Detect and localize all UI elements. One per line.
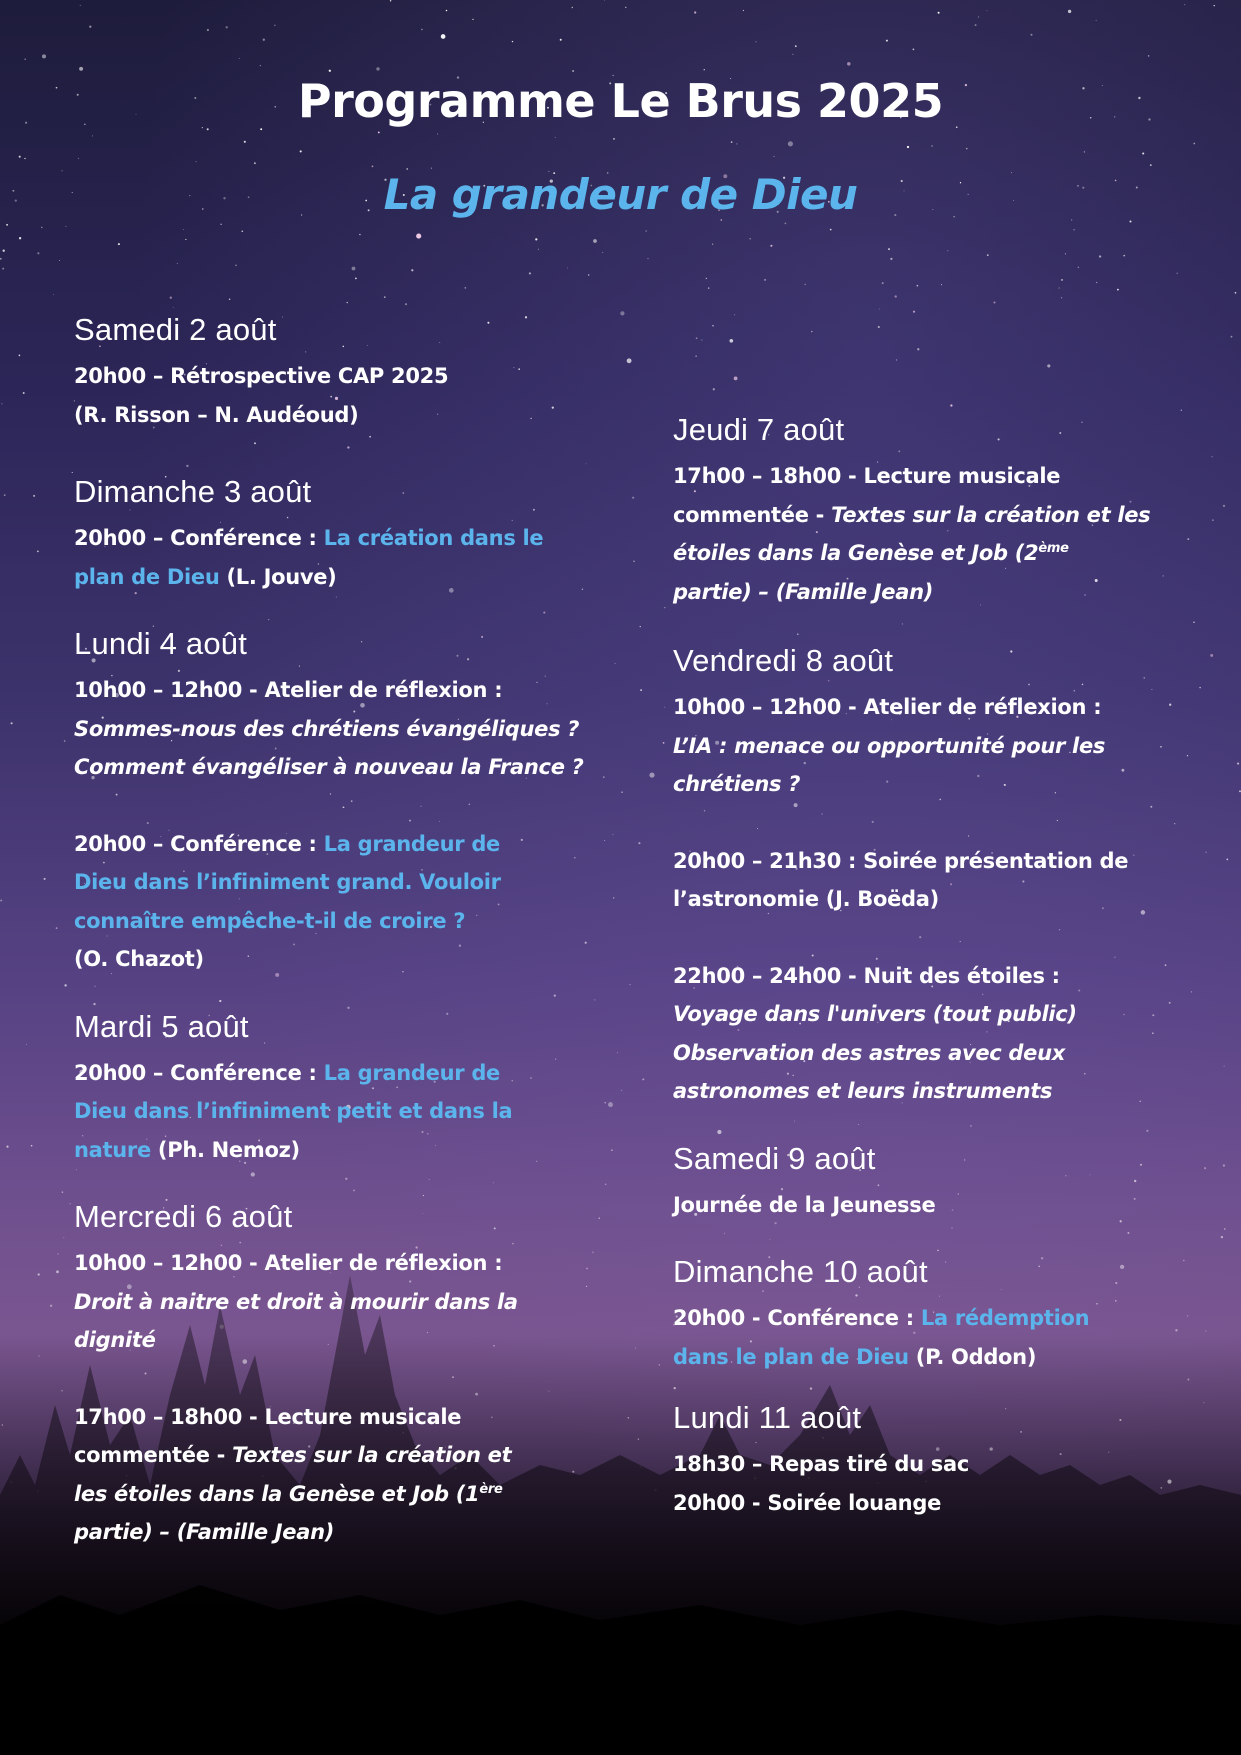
day-title: Lundi 11 août xyxy=(673,1400,862,1435)
speaker: (P. Oddon) xyxy=(908,1344,1037,1369)
event-line: 18h30 – Repas tiré du sac xyxy=(673,1452,970,1476)
page-subtitle: La grandeur de Dieu xyxy=(383,170,858,219)
event-prefix: 20h00 - Conférence : xyxy=(673,1306,921,1330)
day-sunday-3 xyxy=(74,474,634,596)
conference-topic: plan de Dieu xyxy=(74,564,220,589)
day-thursday-7 xyxy=(673,412,1203,611)
event-line xyxy=(74,519,634,558)
day-sunday-10 xyxy=(673,1254,1203,1376)
event-line: l’astronomie (J. Boëda) xyxy=(673,887,939,911)
event-line: 17h00 – 18h00 - Lecture musicale xyxy=(673,464,1061,488)
event-line: 10h00 – 12h00 - Atelier de réflexion : xyxy=(74,678,503,702)
day-title: Jeudi 7 août xyxy=(673,412,845,447)
event-line: Voyage dans l'univers (tout public) xyxy=(673,1002,1077,1026)
conference-topic: Dieu dans l’infiniment grand. Vouloir xyxy=(74,870,501,894)
day-title: Samedi 9 août xyxy=(673,1140,876,1176)
event-prefix: 20h00 – Conférence : xyxy=(74,1060,324,1085)
spacer xyxy=(673,804,1203,842)
event-line: (R. Risson – N. Audéoud) xyxy=(74,402,359,427)
day-title: Lundi 4 août xyxy=(74,626,248,661)
event-line: 22h00 – 24h00 - Nuit des étoiles : xyxy=(673,963,1060,988)
event-description: Textes sur la création et xyxy=(232,1443,512,1467)
day-wednesday-6 xyxy=(74,1199,634,1552)
day-monday-11 xyxy=(673,1400,1203,1522)
spacer xyxy=(74,787,634,825)
conference-topic: La rédemption xyxy=(920,1306,1090,1330)
conference-topic: La grandeur de xyxy=(323,1060,500,1085)
event-line xyxy=(673,496,1203,535)
day-title: Samedi 2 août xyxy=(74,312,277,347)
event-line: partie) – (Famille Jean) xyxy=(673,579,934,604)
event-line xyxy=(673,534,1203,573)
right-column xyxy=(673,412,1203,1530)
speaker: (Ph. Nemoz) xyxy=(150,1137,300,1162)
day-title: Mardi 5 août xyxy=(74,1008,249,1044)
conference-topic: dans le plan de Dieu xyxy=(673,1344,909,1369)
speaker: (O. Chazot) xyxy=(74,947,204,971)
event-line: L’IA : menace ou opportunité pour les xyxy=(673,733,1106,758)
event-line: Droit à naitre et droit à mourir dans la xyxy=(74,1289,518,1314)
event-line xyxy=(74,558,634,597)
event-line: 20h00 – Rétrospective CAP 2025 xyxy=(74,364,449,388)
page-title: Programme Le Brus 2025 xyxy=(297,74,944,128)
event-description: étoiles dans la Genèse et Job (2 xyxy=(673,541,1039,565)
day-saturday-9 xyxy=(673,1141,1203,1225)
event-line: 10h00 – 12h00 - Atelier de réflexion : xyxy=(74,1251,503,1275)
event-line xyxy=(673,1299,1203,1338)
event-prefix: 20h00 – Conférence : xyxy=(74,831,324,856)
day-title: Mercredi 6 août xyxy=(74,1199,293,1234)
conference-topic: La création dans le xyxy=(323,526,544,550)
event-line: partie) – (Famille Jean) xyxy=(74,1520,335,1544)
event-line: dignité xyxy=(74,1328,156,1352)
conference-topic: Dieu dans l’infiniment petit et dans la xyxy=(74,1099,513,1123)
event-line: Observation des astres avec deux xyxy=(673,1040,1066,1065)
event-description: Textes sur la création et les xyxy=(831,502,1151,527)
event-line: 10h00 – 12h00 - Atelier de réflexion : xyxy=(673,695,1102,719)
spacer xyxy=(673,919,1203,957)
event-line: 17h00 – 18h00 - Lecture musicale xyxy=(74,1404,462,1429)
event-line: Journée de la Jeunesse xyxy=(673,1192,936,1217)
conference-topic: La grandeur de xyxy=(323,831,500,856)
event-line: chrétiens ? xyxy=(673,772,801,796)
event-line: Comment évangéliser à nouveau la France ? xyxy=(74,755,584,779)
event-line xyxy=(74,825,634,864)
day-tuesday-5 xyxy=(74,1009,634,1170)
day-monday-4 xyxy=(74,626,634,979)
event-line xyxy=(74,1436,634,1475)
event-line xyxy=(673,1338,1203,1377)
event-line: astronomes et leurs instruments xyxy=(673,1079,1053,1103)
event-description: les étoiles dans la Genèse et Job (1 xyxy=(74,1481,480,1506)
speaker: (L. Jouve) xyxy=(219,564,337,589)
event-line: Sommes-nous des chrétiens évangéliques ? xyxy=(74,716,580,741)
event-line xyxy=(74,1131,634,1170)
event-line xyxy=(74,1054,634,1093)
day-saturday-2 xyxy=(74,312,634,434)
event-line xyxy=(74,1475,634,1514)
left-column xyxy=(74,312,634,1560)
event-prefix: commentée - xyxy=(673,502,832,527)
event-prefix: 20h00 – Conférence : xyxy=(74,526,324,550)
conference-topic: connaître empêche-t-il de croire ? xyxy=(74,908,466,933)
day-title: Vendredi 8 août xyxy=(673,643,894,678)
day-friday-8 xyxy=(673,643,1203,1111)
superscript: ère xyxy=(479,1481,503,1497)
superscript: ème xyxy=(1038,541,1069,556)
spacer xyxy=(74,1360,634,1398)
event-prefix: commentée - xyxy=(74,1443,233,1467)
event-line: 20h00 - Soirée louange xyxy=(673,1490,942,1515)
day-title: Dimanche 10 août xyxy=(673,1254,928,1289)
event-line: 20h00 – 21h30 : Soirée présentation de xyxy=(673,848,1129,873)
conference-topic: nature xyxy=(74,1137,151,1162)
day-title: Dimanche 3 août xyxy=(74,474,312,509)
